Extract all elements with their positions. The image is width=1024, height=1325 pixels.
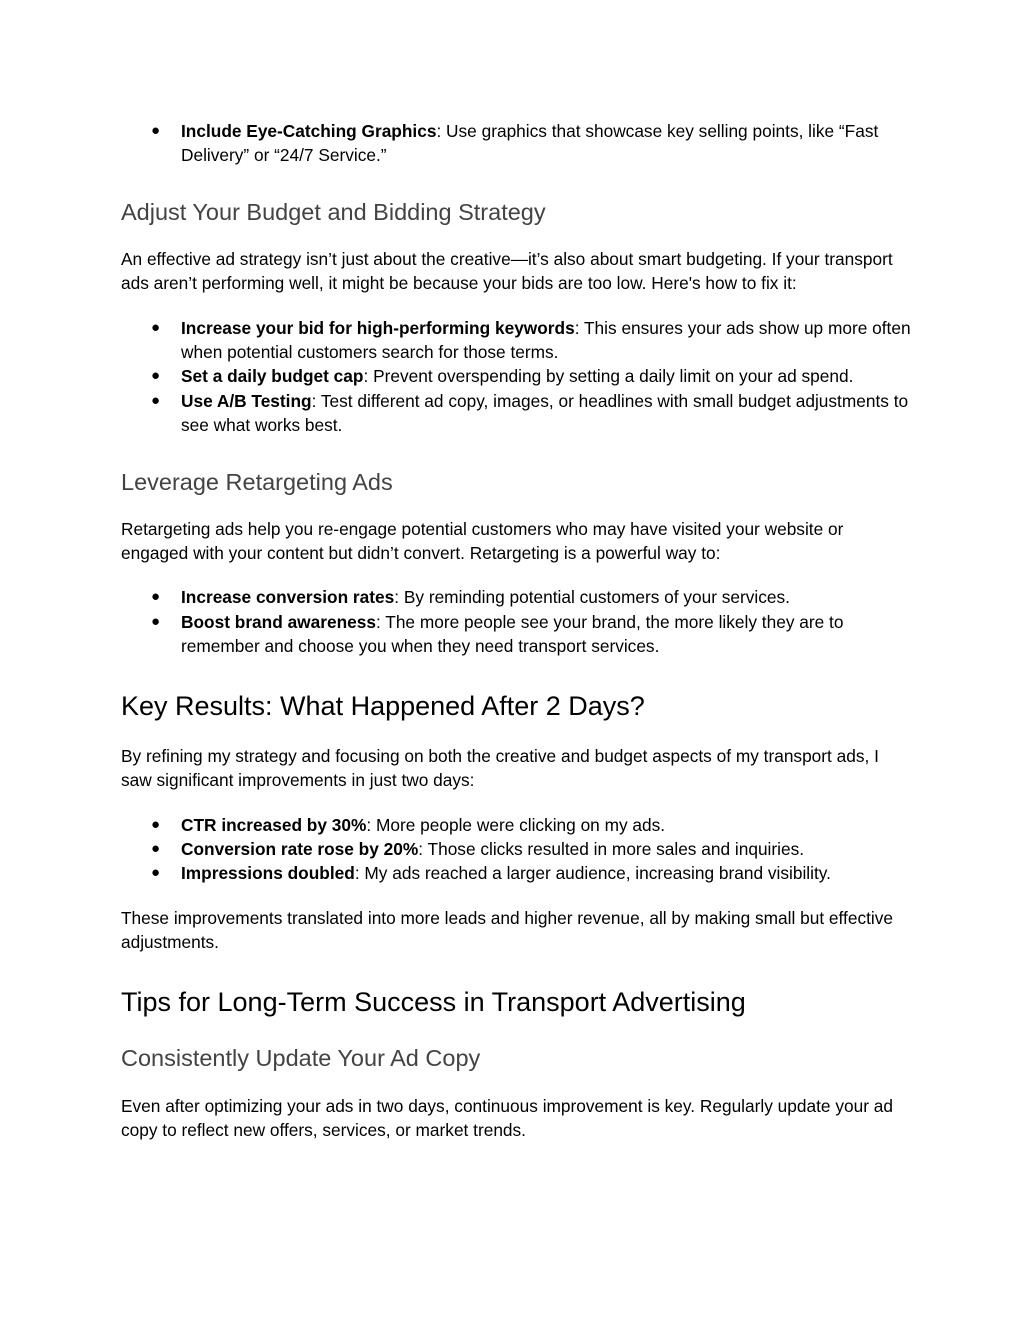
list-item (121, 364, 911, 388)
tips-paragraph: Even after optimizing your ads in two days, continuous improvement is key. Regularly update your ad copy to reflect new offers, services, or market trends. (121, 1095, 893, 1140)
intro-bullet-list (121, 119, 911, 168)
list-item (121, 585, 911, 609)
section-heading-tips: Tips for Long-Term Success in Transport Advertising (121, 986, 746, 1017)
list-item (121, 837, 911, 861)
list-item-text: : Those clicks resulted in more sales and inquiries. (418, 838, 805, 859)
list-item (121, 813, 911, 837)
retargeting-paragraph: Retargeting ads help you re-engage potential customers who may have visited your website or engaged with your content but didn’t convert. Retargeting is a powerful way to: (121, 518, 844, 564)
results-paragraph: By refining my strategy and focusing on both the creative and budget aspects of my transport ads, I saw significant improvements in just two days: (121, 745, 879, 791)
document-page (121, 119, 911, 1142)
list-item-text: : Test different ad copy, images, or headlines with small budget adjustments to see what works best. (181, 390, 909, 436)
list-item-text: : Use graphics that showcase key selling points, like “Fast Delivery” or “24/7 Service.” (181, 121, 879, 166)
list-item-text: : More people were clicking on my ads. (366, 814, 666, 835)
section-heading-results: Key Results: What Happened After 2 Days? (121, 690, 645, 721)
list-item-text: : Prevent overspending by setting a daily limit on your ad spend. (363, 366, 854, 387)
bullet-icon: ● (151, 864, 161, 882)
list-item-bold: Use A/B Testing (181, 390, 312, 411)
list-item-text: : The more people see your brand, the more likely they are to remember and choose you when they need transport services. (181, 611, 844, 657)
bullet-icon: ● (151, 367, 161, 385)
results-closing-paragraph: These improvements translated into more leads and higher revenue, all by making small but effective adjustments. (121, 907, 893, 953)
bullet-icon: ● (151, 318, 161, 336)
list-item (121, 861, 911, 885)
section-heading-budget: Adjust Your Budget and Bidding Strategy (121, 198, 546, 225)
list-item (121, 316, 911, 365)
bullet-icon: ● (151, 588, 161, 606)
bullet-icon: ● (151, 839, 161, 857)
bullet-icon: ● (151, 612, 161, 630)
list-item-text: : By reminding potential customers of your services. (394, 587, 790, 608)
list-item (121, 119, 911, 168)
subsection-heading-ad-copy: Consistently Update Your Ad Copy (121, 1044, 481, 1071)
budget-paragraph: An effective ad strategy isn’t just about the creative—it’s also about smart budgeting. If your transport ads aren’t performing well, it might be because your bids are too low. Here's how to fix it: (121, 248, 893, 294)
section-heading-retargeting: Leverage Retargeting Ads (121, 468, 393, 495)
list-item-text: : My ads reached a larger audience, increasing brand visibility. (354, 863, 831, 884)
bullet-icon: ● (151, 391, 161, 409)
list-item-bold: CTR increased by 30% (181, 814, 367, 835)
list-item-bold: Increase conversion rates (181, 587, 395, 608)
budget-bullet-list (121, 316, 911, 438)
list-item (121, 389, 911, 438)
list-item-bold: Include Eye-Catching Graphics (181, 121, 437, 141)
list-item-text: : This ensures your ads show up more often when potential customers search for those terms. (181, 317, 911, 363)
list-item (121, 610, 911, 659)
results-bullet-list (121, 813, 911, 886)
list-item-bold: Conversion rate rose by 20% (181, 838, 419, 859)
retargeting-bullet-list (121, 585, 911, 658)
list-item-bold: Set a daily budget cap (181, 366, 364, 387)
list-item-bold: Boost brand awareness (181, 611, 376, 632)
list-item-bold: Impressions doubled (181, 863, 355, 884)
bullet-icon: ● (151, 815, 161, 833)
bullet-icon: ● (151, 122, 161, 139)
list-item-bold: Increase your bid for high-performing keywords (181, 317, 575, 338)
